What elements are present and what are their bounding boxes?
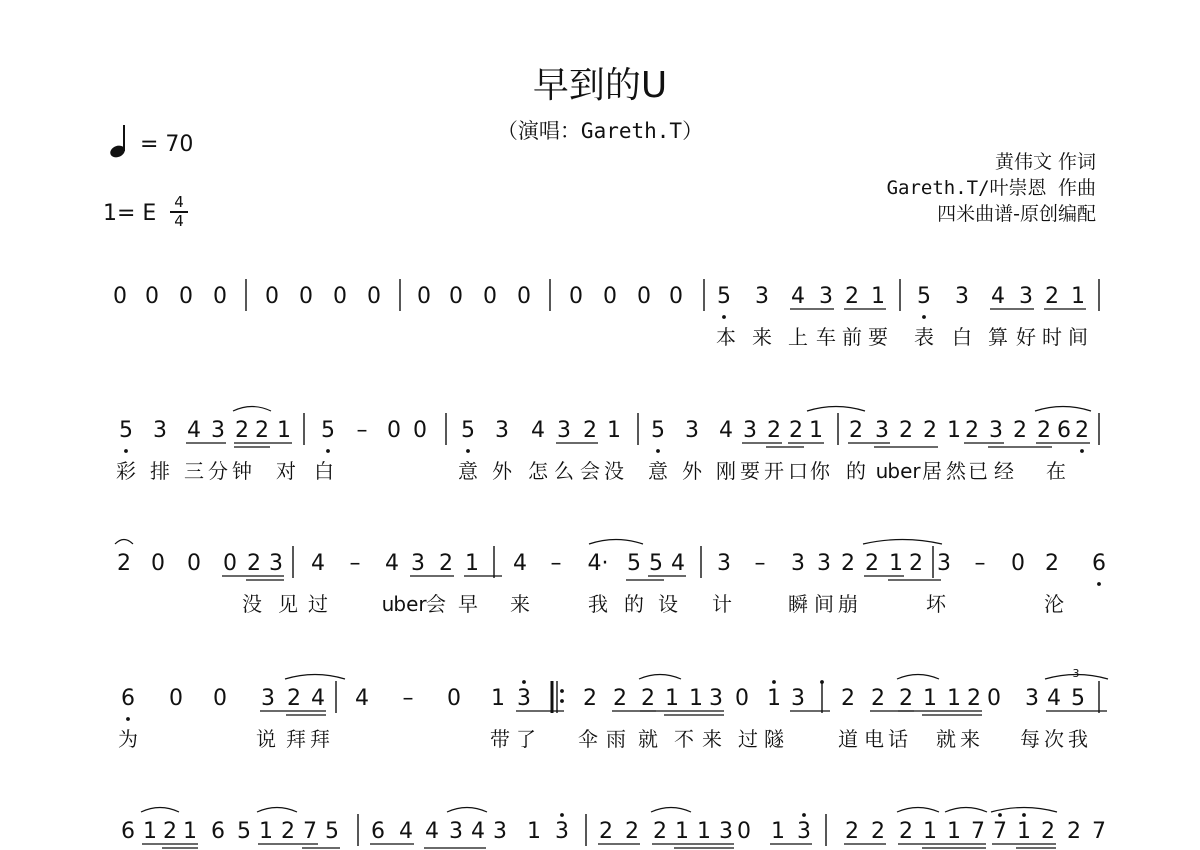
note-number: 2 — [287, 686, 301, 711]
dash-extend: – — [349, 551, 361, 576]
note-number: 4 — [513, 551, 527, 576]
lyric-syllable: 对 — [276, 459, 296, 483]
lyric-syllable: 么 — [554, 459, 574, 483]
note-number: 3 — [493, 819, 507, 844]
octave-low-dot — [1097, 582, 1101, 586]
lyric-syllable: 算 — [988, 325, 1008, 349]
lyric-syllable: 意 — [648, 459, 668, 483]
lyric-syllable: 分 — [208, 459, 228, 483]
note-number: 5 — [1071, 686, 1085, 711]
note-number: 5 — [627, 551, 641, 576]
note-number: 0 — [333, 284, 347, 309]
note-number: 2 — [653, 819, 667, 844]
octave-low-dot — [126, 717, 130, 721]
note-number: 7 — [303, 819, 317, 844]
note-number: 1 — [871, 284, 885, 309]
lyric-syllable: 见 — [278, 592, 298, 616]
note-number: 3 — [875, 418, 889, 443]
note-number: 2 — [117, 551, 131, 576]
slur-arc — [141, 808, 179, 813]
lyric-syllable: 电 — [864, 727, 884, 751]
lyric-syllable: 来 — [960, 727, 980, 751]
slur-arc — [115, 540, 133, 545]
octave-low-dot — [326, 449, 330, 453]
note-number: 0 — [737, 819, 751, 844]
note-number: 3 — [411, 551, 425, 576]
lyric-syllable: 就 — [638, 727, 658, 751]
note-number: 2 — [1037, 418, 1051, 443]
lyric-syllable: 外 — [682, 459, 702, 483]
note-number: 2 — [871, 686, 885, 711]
note-number: 4 — [425, 819, 439, 844]
arranger-credit: 四米曲谱-原创编配 — [937, 203, 1096, 225]
note-number: 2 — [967, 686, 981, 711]
note-number: 0 — [517, 284, 531, 309]
note-number: 4· — [587, 551, 609, 576]
octave-low-dot — [1080, 449, 1084, 453]
lyric-syllable: 本 — [716, 325, 736, 349]
lyric-syllable: 间 — [814, 592, 834, 616]
lyric-syllable: 伞 — [578, 727, 598, 751]
note-number: 2 — [1041, 819, 1055, 844]
note-number: 5 — [917, 284, 931, 309]
note-number: 3 — [819, 284, 833, 309]
octave-low-dot — [466, 449, 470, 453]
triplet-number: 3 — [1072, 667, 1080, 680]
lyric-syllable: 刚 — [716, 459, 736, 483]
note-number: 0 — [367, 284, 381, 309]
note-number: 3 — [791, 551, 805, 576]
note-number: 2 — [965, 418, 979, 443]
note-number: 3 — [755, 284, 769, 309]
lyric-syllable: 要 — [868, 325, 888, 349]
note-number: 0 — [187, 551, 201, 576]
note-number: 3 — [449, 819, 463, 844]
note-number: 2 — [255, 418, 269, 443]
note-number: 1 — [143, 819, 157, 844]
lyric-syllable: 彩 — [116, 459, 136, 483]
note-number: 1 — [277, 418, 291, 443]
note-number: 3 — [717, 551, 731, 576]
note-number: 0 — [569, 284, 583, 309]
note-number: 0 — [169, 686, 183, 711]
note-number: 6 — [1057, 418, 1071, 443]
lyric-syllable: 我 — [1068, 727, 1088, 751]
note-number: 1 — [689, 686, 703, 711]
dash-extend: – — [356, 418, 368, 443]
note-number: 0 — [987, 686, 1001, 711]
lyric-syllable: 坏 — [926, 592, 946, 616]
lyric-syllable: 拜 — [310, 727, 330, 751]
note-number: 4 — [311, 551, 325, 576]
lyric-syllable: 早 — [458, 592, 478, 616]
note-number: 5 — [651, 418, 665, 443]
note-number: 2 — [1075, 418, 1089, 443]
note-number: 3 — [937, 551, 951, 576]
octave-high-dot — [772, 680, 776, 684]
octave-low-dot — [656, 449, 660, 453]
lyric-syllable: 没 — [242, 592, 262, 616]
lyric-syllable: 前 — [842, 325, 862, 349]
note-number: 2 — [235, 418, 249, 443]
lyric-syllable: 上 — [788, 325, 808, 349]
note-number: 1 — [809, 418, 823, 443]
lyric-syllable: 你 — [810, 459, 830, 483]
lyric-syllable: 排 — [150, 459, 170, 483]
lyric-syllable: 在 — [1046, 459, 1066, 483]
note-number: 2 — [1067, 819, 1081, 844]
note-number: 2 — [899, 686, 913, 711]
dash-extend: – — [974, 551, 986, 576]
dash-extend: – — [550, 551, 562, 576]
lyric-syllable: 来 — [752, 325, 772, 349]
note-number: 2 — [845, 819, 859, 844]
note-number: 2 — [899, 418, 913, 443]
lyric-syllable: 来 — [510, 592, 530, 616]
note-number: 3 — [269, 551, 283, 576]
note-number: 1 — [889, 551, 903, 576]
note-number: 7 — [971, 819, 985, 844]
note-number: 1 — [767, 686, 781, 711]
lyric-syllable: 白 — [952, 325, 972, 349]
note-number: 2 — [767, 418, 781, 443]
slur-arc — [285, 675, 345, 680]
lyric-syllable: 外 — [492, 459, 512, 483]
note-number: 0 — [1011, 551, 1025, 576]
note-number: 5 — [325, 819, 339, 844]
octave-low-dot — [922, 315, 926, 319]
lyric-syllable: 好 — [1016, 325, 1036, 349]
note-number: 6 — [121, 819, 135, 844]
note-number: 7 — [1092, 819, 1106, 844]
lyric-syllable: 没 — [604, 459, 624, 483]
note-number: 7 — [993, 819, 1007, 844]
lyric-syllable: 不 — [674, 727, 694, 751]
time-signature-denominator: 4 — [174, 211, 184, 230]
note-number: 1 — [697, 819, 711, 844]
note-number: 1 — [675, 819, 689, 844]
note-number: 1 — [465, 551, 479, 576]
lyric-syllable: 会 — [426, 592, 446, 616]
lyric-syllable: 话 — [888, 727, 908, 751]
lyric-syllable: 口 — [788, 459, 808, 483]
lyric-syllable: 的 — [624, 592, 644, 616]
octave-high-dot — [802, 813, 806, 817]
note-number: 3 — [797, 819, 811, 844]
octave-low-dot — [124, 449, 128, 453]
note-number: 1 — [923, 819, 937, 844]
lyric-syllable: 我 — [588, 592, 608, 616]
note-number: 0 — [735, 686, 749, 711]
note-number: 3 — [989, 418, 1003, 443]
note-number: 2 — [1045, 284, 1059, 309]
note-number: 2 — [841, 551, 855, 576]
note-number: 0 — [179, 284, 193, 309]
lyric-syllable: 开 — [764, 459, 784, 483]
slur-arc — [807, 407, 865, 412]
octave-high-dot — [1022, 813, 1026, 817]
dash-extend: – — [754, 551, 766, 576]
note-number: 3 — [495, 418, 509, 443]
note-number: 1 — [947, 819, 961, 844]
note-number: 3 — [719, 819, 733, 844]
lyric-syllable: 时 — [1042, 325, 1062, 349]
note-number: 0 — [387, 418, 401, 443]
dash-extend: – — [402, 686, 414, 711]
note-number: 3 — [743, 418, 757, 443]
note-number: 1 — [607, 418, 621, 443]
note-number: 3 — [1019, 284, 1033, 309]
note-number: 2 — [849, 418, 863, 443]
note-number: 2 — [909, 551, 923, 576]
lyric-syllable: 每 — [1020, 727, 1040, 751]
note-number: 4 — [719, 418, 733, 443]
lyric-syllable: 说 — [256, 727, 276, 751]
lyric-syllable: 设 — [658, 592, 678, 616]
slur-arc — [589, 540, 643, 545]
slur-arc — [257, 808, 297, 813]
slur-arc — [639, 675, 681, 680]
note-number: 1 — [947, 686, 961, 711]
lyric-syllable: 车 — [816, 325, 836, 349]
lyric-syllable: 崩 — [838, 592, 858, 616]
note-number: 5 — [717, 284, 731, 309]
note-number: 1 — [665, 686, 679, 711]
note-number: 6 — [371, 819, 385, 844]
slur-arc — [863, 540, 942, 545]
note-number: 0 — [151, 551, 165, 576]
slur-arc — [1035, 407, 1091, 412]
lyric-syllable: 钟 — [232, 459, 252, 483]
note-number: 4 — [187, 418, 201, 443]
lyric-syllable: 就 — [936, 727, 956, 751]
note-number: 1 — [183, 819, 197, 844]
lyric-syllable: u — [381, 592, 395, 616]
note-number: 1 — [491, 686, 505, 711]
note-number: 2 — [865, 551, 879, 576]
octave-high-dot — [998, 813, 1002, 817]
song-title: 早到的U — [532, 65, 668, 106]
slur-arc — [945, 808, 987, 813]
note-number: 0 — [299, 284, 313, 309]
note-number: 3 — [955, 284, 969, 309]
note-number: 2 — [613, 686, 627, 711]
note-number: 0 — [637, 284, 651, 309]
note-number: 3 — [557, 418, 571, 443]
composer-credit: Gareth.T/叶崇恩 作曲 — [886, 177, 1096, 199]
lyric-syllable: 次 — [1044, 727, 1064, 751]
note-number: 2 — [871, 819, 885, 844]
note-number: 3 — [709, 686, 723, 711]
note-number: 0 — [145, 284, 159, 309]
repeat-dot — [560, 699, 564, 703]
note-number: 3 — [261, 686, 275, 711]
note-number: 5 — [461, 418, 475, 443]
octave-high-dot — [820, 680, 824, 684]
note-number: 2 — [841, 686, 855, 711]
note-number: 5 — [649, 551, 663, 576]
note-number: 4 — [311, 686, 325, 711]
lyric-syllable: u — [875, 459, 889, 483]
note-number: 2 — [789, 418, 803, 443]
octave-high-dot — [522, 680, 526, 684]
lyric-syllable: 雨 — [606, 727, 626, 751]
note-number: 0 — [113, 284, 127, 309]
note-number: 2 — [625, 819, 639, 844]
note-number: 2 — [845, 284, 859, 309]
lyric-syllable: 过 — [308, 592, 328, 616]
note-number: 3 — [685, 418, 699, 443]
note-number: 4 — [671, 551, 685, 576]
lyric-syllable: 来 — [702, 727, 722, 751]
note-number: 0 — [417, 284, 431, 309]
lyric-syllable: 要 — [740, 459, 760, 483]
note-number: 3 — [153, 418, 167, 443]
note-number: 4 — [531, 418, 545, 443]
lyric-syllable: 经 — [994, 459, 1014, 483]
note-number: 5 — [119, 418, 133, 443]
slur-arc — [447, 808, 487, 813]
lyric-syllable: 隧 — [764, 727, 784, 751]
note-number: 2 — [163, 819, 177, 844]
note-number: 2 — [1045, 551, 1059, 576]
note-number: 0 — [413, 418, 427, 443]
lyric-syllable: ber — [887, 459, 921, 483]
note-number: 0 — [213, 686, 227, 711]
note-number: 2 — [583, 418, 597, 443]
repeat-dot — [560, 689, 564, 693]
lyric-syllable: 间 — [1068, 325, 1088, 349]
lyric-syllable: 表 — [914, 325, 934, 349]
note-number: 1 — [1071, 284, 1085, 309]
lyric-syllable: 过 — [738, 727, 758, 751]
performer-subtitle: （演唱：Gareth.T） — [496, 119, 704, 143]
lyric-syllable: 拜 — [286, 727, 306, 751]
note-number: 4 — [399, 819, 413, 844]
note-number: 4 — [471, 819, 485, 844]
note-number: 2 — [583, 686, 597, 711]
lyric-syllable: 瞬 — [788, 592, 808, 616]
note-number: 1 — [259, 819, 273, 844]
note-number: 0 — [447, 686, 461, 711]
key-signature: 1= E — [103, 201, 157, 226]
lyric-syllable: 居 — [922, 459, 942, 483]
note-number: 0 — [213, 284, 227, 309]
slur-arc — [651, 808, 691, 813]
note-number: 0 — [265, 284, 279, 309]
note-number: 0 — [449, 284, 463, 309]
note-number: 4 — [355, 686, 369, 711]
note-number: 2 — [899, 819, 913, 844]
note-number: 2 — [599, 819, 613, 844]
note-number: 2 — [641, 686, 655, 711]
note-number: 0 — [603, 284, 617, 309]
octave-low-dot — [722, 315, 726, 319]
note-number: 1 — [527, 819, 541, 844]
note-number: 3 — [817, 551, 831, 576]
lyric-syllable: ber — [393, 592, 427, 616]
note-number: 0 — [223, 551, 237, 576]
note-number: 4 — [991, 284, 1005, 309]
note-number: 2 — [1013, 418, 1027, 443]
note-number: 2 — [281, 819, 295, 844]
note-number: 3 — [1025, 686, 1039, 711]
note-number: 4 — [791, 284, 805, 309]
lyric-syllable: 计 — [712, 592, 732, 616]
lyric-syllable: 沦 — [1044, 592, 1064, 616]
note-number: 3 — [517, 686, 531, 711]
lyric-syllable: 带 — [490, 727, 510, 751]
lyric-syllable: 的 — [846, 459, 866, 483]
lyric-syllable: 怎 — [528, 459, 548, 483]
note-number: 6 — [1092, 551, 1106, 576]
note-number: 3 — [555, 819, 569, 844]
note-number: 3 — [791, 686, 805, 711]
note-number: 1 — [1017, 819, 1031, 844]
note-number: 2 — [923, 418, 937, 443]
note-number: 6 — [211, 819, 225, 844]
lyric-syllable: 然 — [946, 459, 966, 483]
lyric-syllable: 已 — [968, 459, 988, 483]
time-signature-numerator: 4 — [174, 193, 184, 211]
slur-arc — [991, 808, 1057, 813]
octave-high-dot — [560, 813, 564, 817]
lyric-syllable: 了 — [516, 727, 536, 751]
lyric-syllable: 会 — [580, 459, 600, 483]
note-number: 2 — [247, 551, 261, 576]
note-number: 5 — [321, 418, 335, 443]
slur-arc — [897, 808, 939, 813]
note-number: 2 — [439, 551, 453, 576]
lyric-syllable: 道 — [838, 727, 858, 751]
tempo-value: = 70 — [140, 132, 194, 157]
note-number: 1 — [923, 686, 937, 711]
note-number: 0 — [669, 284, 683, 309]
note-number: 0 — [483, 284, 497, 309]
note-number: 3 — [211, 418, 225, 443]
note-number: 1 — [771, 819, 785, 844]
note-number: 4 — [385, 551, 399, 576]
lyric-syllable: 意 — [458, 459, 478, 483]
lyric-syllable: 为 — [118, 727, 138, 751]
note-number: 6 — [121, 686, 135, 711]
lyric-syllable: 三 — [184, 459, 204, 483]
slur-arc — [897, 675, 939, 680]
lyric-syllable: 白 — [314, 459, 334, 483]
note-number: 5 — [237, 819, 251, 844]
note-number: 1 — [947, 418, 961, 443]
slur-arc — [233, 407, 271, 412]
note-number: 4 — [1047, 686, 1061, 711]
lyricist-credit: 黄伟文 作词 — [994, 151, 1096, 173]
